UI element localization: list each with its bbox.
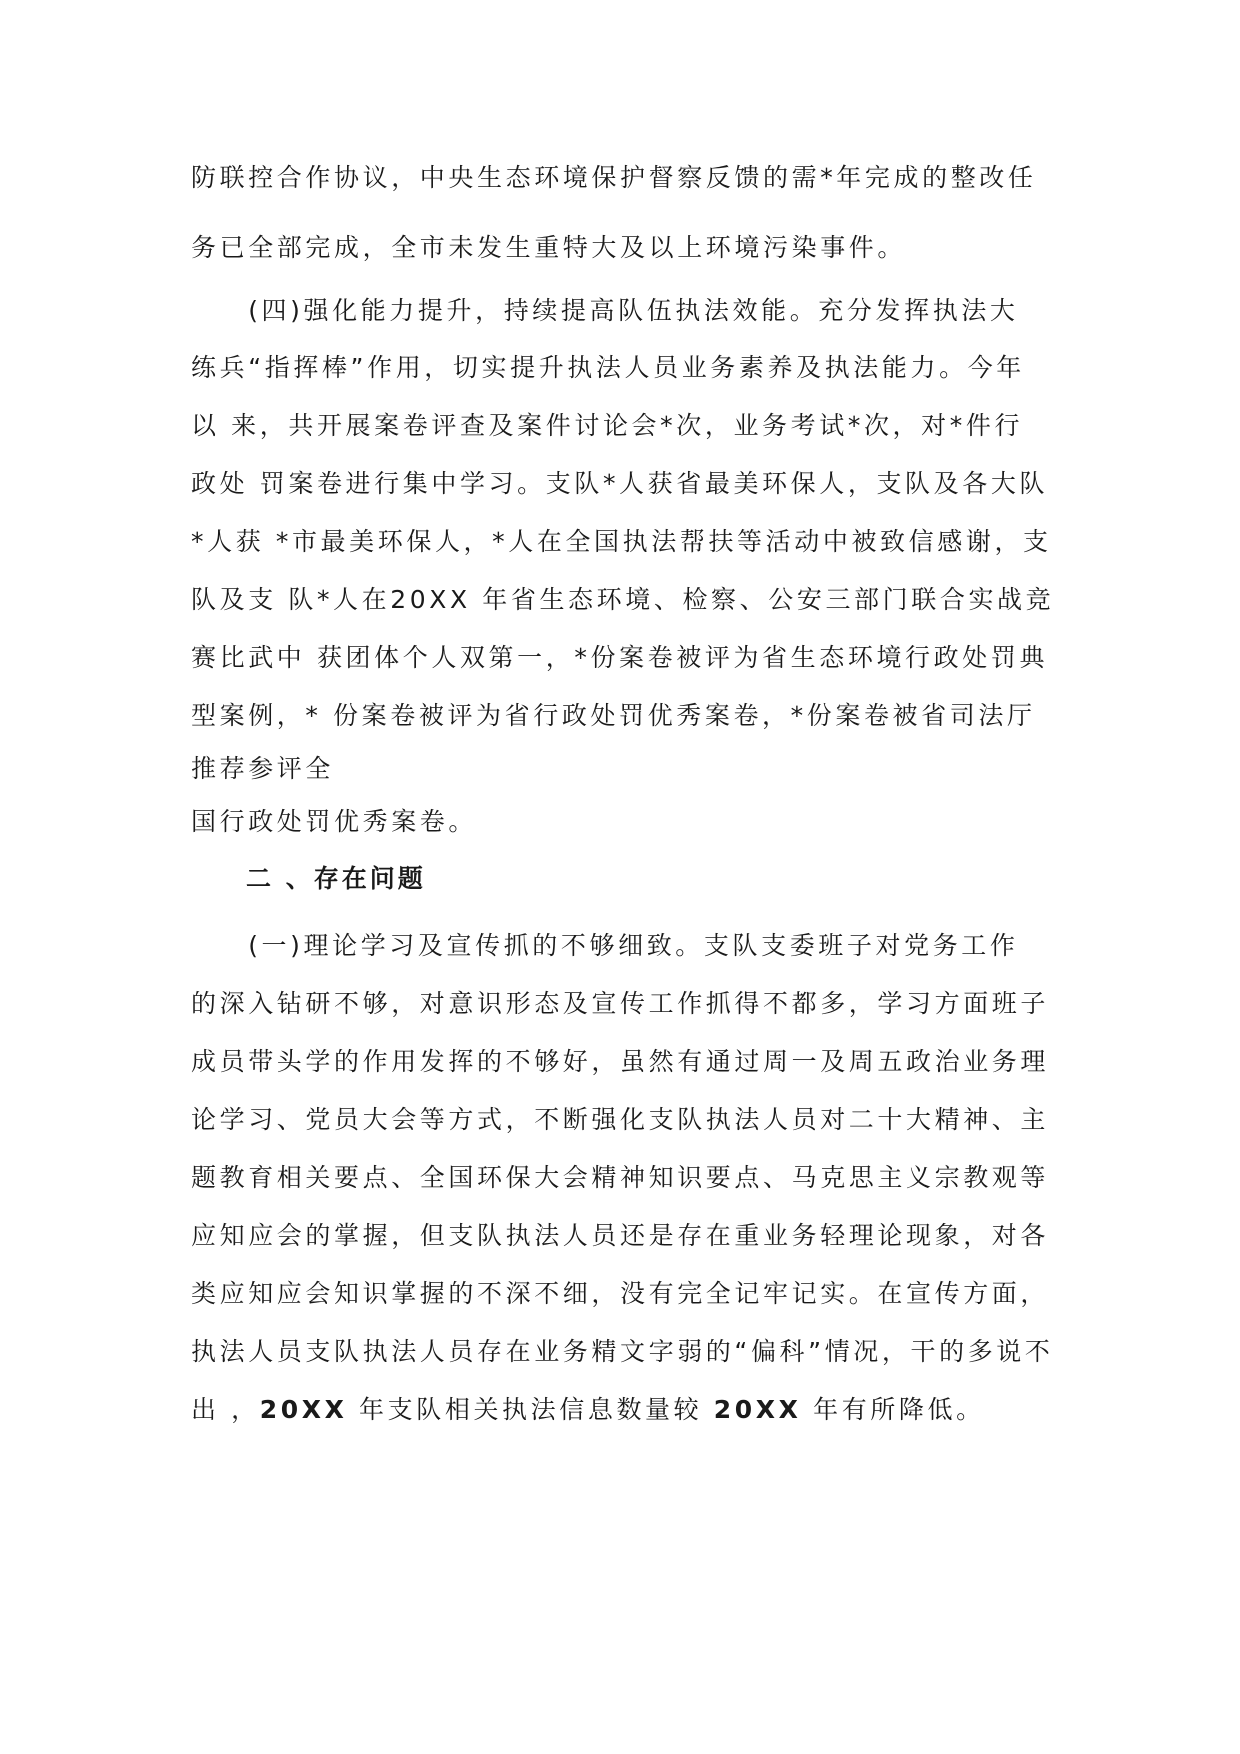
text-run: 年支队相关执法信息数量较 xyxy=(347,1395,714,1424)
paragraph-line: 题教育相关要点、全国环保大会精神知识要点、马克思主义宗教观等 xyxy=(191,1163,1050,1192)
paragraph-line: 的深入钻研不够，对意识形态及宣传工作抓得不都多，学习方面班子 xyxy=(191,989,1050,1018)
paragraph-line: 以 来，共开展案卷评查及案件讨论会*次，业务考试*次，对*件行 xyxy=(191,411,1024,440)
year-text: 20XX xyxy=(259,1395,348,1424)
text-run: 出 ， xyxy=(191,1395,260,1424)
paragraph-line: 论学习、党员大会等方式，不断强化支队执法人员对二十大精神、主 xyxy=(191,1105,1050,1134)
paragraph-line: 类应知应会知识掌握的不深不细，没有完全记牢记实。在宣传方面， xyxy=(191,1279,1050,1308)
paragraph-line: *人获 *市最美环保人，*人在全国执法帮扶等活动中被致信感谢，支 xyxy=(191,527,1052,556)
paragraph-line: 务已全部完成，全市未发生重特大及以上环境污染事件。 xyxy=(191,233,907,262)
paragraph-line: 成员带头学的作用发挥的不够好，虽然有通过周一及周五政治业务理 xyxy=(191,1047,1050,1076)
paragraph-line: 应知应会的掌握，但支队执法人员还是存在重业务轻理论现象，对各 xyxy=(191,1221,1050,1250)
paragraph-line: 执法人员支队执法人员存在业务精文字弱的“偏科”情况，干的多说不 xyxy=(191,1337,1054,1366)
paragraph-line: (四)强化能力提升，持续提高队伍执法效能。充分发挥执法大 xyxy=(191,296,1019,325)
paragraph-line: 型案例，* 份案卷被评为省行政处罚优秀案卷，*份案卷被省司法厅 xyxy=(191,701,1036,730)
paragraph-line: 队及支 队*人在20XX 年省生态环境、检察、公安三部门联合实战竞 xyxy=(191,585,1055,614)
paragraph-line: 练兵“指挥棒”作用，切实提升执法人员业务素养及执法能力。今年 xyxy=(191,353,1025,382)
paragraph-line: (一)理论学习及宣传抓的不够细致。支队支委班子对党务工作 xyxy=(191,931,1019,960)
paragraph-line: 政处 罚案卷进行集中学习。支队*人获省最美环保人，支队及各大队 xyxy=(191,469,1049,498)
paragraph-line: 国行政处罚优秀案卷。 xyxy=(191,807,478,836)
text-run: 年有所降低。 xyxy=(801,1395,985,1424)
paragraph-line: 推荐参评全 xyxy=(191,754,335,783)
paragraph-line-last xyxy=(191,1394,985,1426)
paragraph-line: 赛比武中 获团体个人双第一，*份案卷被评为省生态环境行政处罚典 xyxy=(191,643,1049,672)
paragraph-line: 防联控合作协议，中央生态环境保护督察反馈的需*年完成的整改任 xyxy=(191,163,1037,192)
year-text: 20XX xyxy=(713,1395,802,1424)
section-heading: 二 、存在问题 xyxy=(246,864,426,893)
